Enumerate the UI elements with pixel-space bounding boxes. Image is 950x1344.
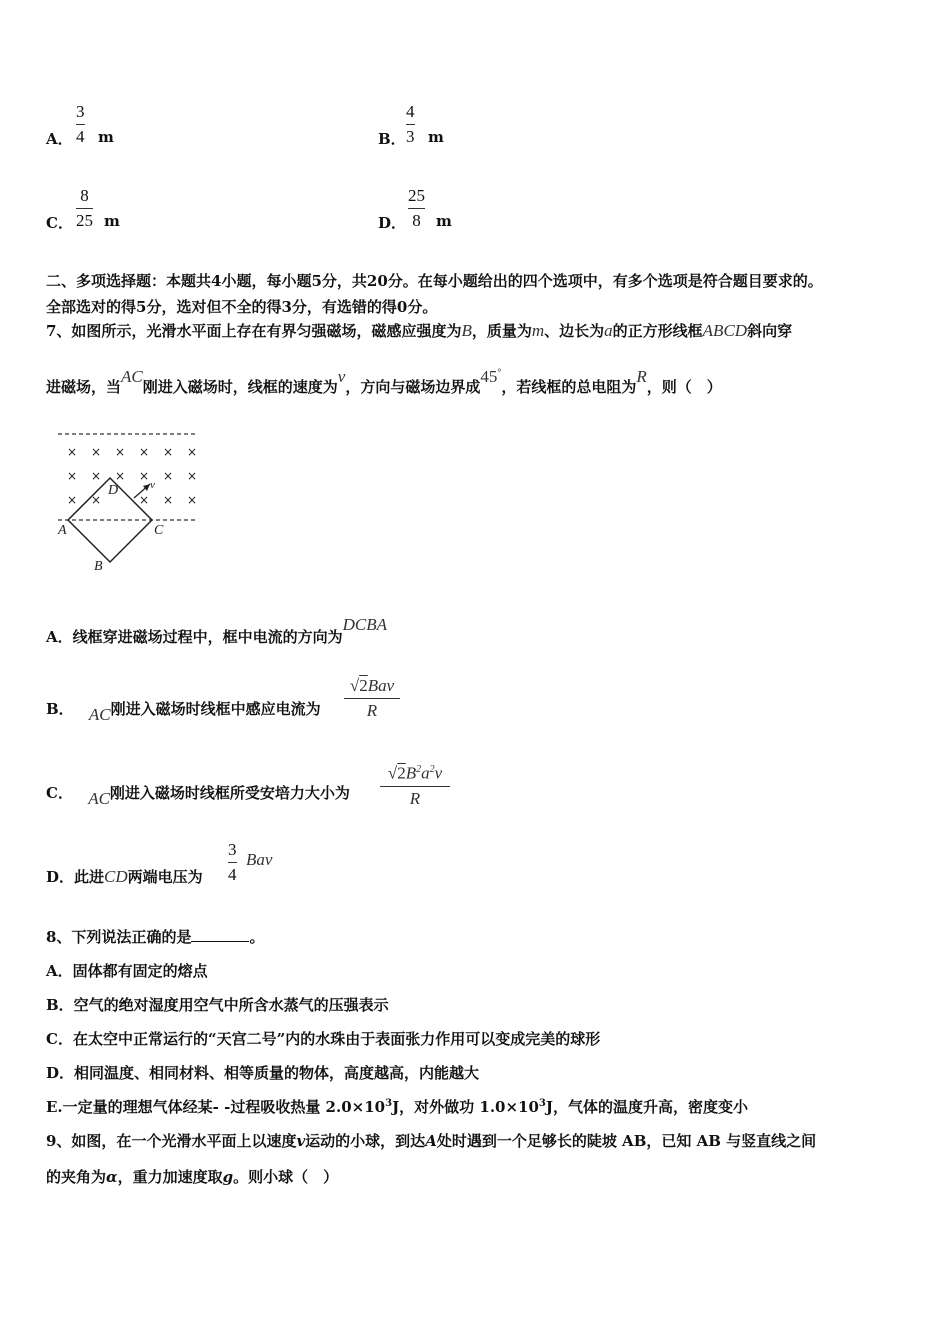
option-d-label: D． bbox=[378, 214, 407, 232]
option-text: 刚进入磁场时线框中感应电流为 bbox=[110, 700, 321, 718]
cross-mark: × bbox=[114, 445, 126, 459]
q7-text: ，若线框的总电阻为 bbox=[501, 378, 637, 396]
label-v: v bbox=[150, 479, 155, 491]
answer-blank bbox=[191, 927, 249, 942]
exponent: 3 bbox=[385, 1098, 393, 1109]
option-text: 线框穿进磁场过程中，框中电流的方向为 bbox=[72, 628, 343, 646]
q7-math-angle bbox=[480, 367, 501, 386]
option-label: D． bbox=[46, 868, 75, 886]
label-d: D bbox=[108, 483, 119, 498]
fraction-denominator: R bbox=[409, 788, 421, 808]
q7-text: 的正方形线框 bbox=[612, 322, 703, 340]
q9-math-a: A bbox=[425, 1132, 437, 1150]
option-text: E.一定量的理想气体经某- -过程吸收热量 2.0×10 bbox=[46, 1098, 386, 1116]
math-v: v bbox=[434, 763, 443, 783]
fraction-bar bbox=[76, 124, 85, 125]
q9-text: 9、如图，在一个光滑水平面上以速度 bbox=[46, 1132, 297, 1150]
fraction-numerator bbox=[344, 676, 400, 696]
cross-mark: × bbox=[114, 469, 126, 483]
q7-text: 进磁场，当 bbox=[46, 378, 122, 396]
q8-option-b: B．空气的绝对湿度用空气中所含水蒸气的压强表示 bbox=[46, 996, 389, 1014]
magnetic-field-figure bbox=[54, 428, 204, 576]
cross-mark: × bbox=[186, 469, 198, 483]
q7-stem-line-1 bbox=[46, 320, 792, 341]
q7-option-b bbox=[46, 698, 321, 724]
section-heading-line-2: 全部选对的得5分，选对但不全的得3分，有选错的得0分。 bbox=[46, 298, 438, 316]
q7-text: 斜向穿 bbox=[747, 322, 793, 340]
option-text: 刚进入磁场时线框所受安培力大小为 bbox=[109, 784, 350, 802]
q7-d-bav: Bav bbox=[246, 850, 273, 869]
label-b: B bbox=[94, 559, 103, 574]
exponent: 2 bbox=[416, 764, 422, 775]
field-crosses bbox=[67, 445, 197, 507]
q7-math-R: R bbox=[636, 367, 647, 386]
option-label: B． bbox=[46, 700, 74, 718]
q7-c-fraction bbox=[380, 760, 450, 809]
cross-mark: × bbox=[66, 493, 78, 507]
q7-text: ，则（ ） bbox=[646, 378, 722, 396]
cross-mark: × bbox=[138, 469, 150, 483]
sqrt-radicand: 2 bbox=[359, 676, 368, 695]
math-b: B bbox=[405, 763, 417, 783]
option-b-fraction bbox=[406, 102, 415, 147]
label-c: C bbox=[154, 523, 164, 538]
q7-text: ，方向与磁场边界成 bbox=[345, 378, 481, 396]
option-b-denominator: 3 bbox=[406, 127, 415, 146]
option-d-numerator: 25 bbox=[408, 186, 425, 205]
q7-text: ，质量为 bbox=[471, 322, 532, 340]
option-a-fraction bbox=[76, 102, 85, 147]
fraction-numerator bbox=[380, 760, 450, 784]
option-c-unit: m bbox=[104, 212, 120, 230]
q9-math-alpha: α bbox=[106, 1168, 118, 1186]
q7-option-a bbox=[46, 615, 388, 647]
cross-mark: × bbox=[186, 445, 198, 459]
cross-mark: × bbox=[138, 445, 150, 459]
q8-option-e bbox=[46, 1096, 748, 1117]
q9-stem-line-1 bbox=[46, 1130, 816, 1151]
cross-mark: × bbox=[186, 493, 198, 507]
q7-text: 7、如图所示，光滑水平面上存在有界匀强磁场，磁感应强度为 bbox=[46, 322, 462, 340]
degree-sign: ° bbox=[497, 367, 502, 379]
option-a-denominator: 4 bbox=[76, 127, 85, 146]
option-math-ac: AC bbox=[88, 705, 111, 724]
option-text: J，气体的温度升高，密度变小 bbox=[545, 1098, 748, 1116]
cross-mark: × bbox=[90, 493, 102, 507]
q8-option-c: C．在太空中正常运行的“天宫二号”内的水珠由于表面张力作用可以变成完美的球形 bbox=[46, 1030, 601, 1048]
option-c-denominator: 25 bbox=[76, 211, 93, 230]
fraction-bar bbox=[344, 698, 400, 699]
option-math-cd: CD bbox=[104, 867, 128, 886]
cross-mark: × bbox=[90, 469, 102, 483]
q9-text: 运动的小球，到达 bbox=[305, 1132, 426, 1150]
fraction-denominator: R bbox=[366, 701, 378, 720]
q8-stem bbox=[46, 926, 264, 947]
q7-math-B: B bbox=[461, 321, 472, 340]
fraction-bar bbox=[408, 208, 425, 209]
option-text: J，对外做功 1.0×10 bbox=[392, 1098, 539, 1116]
option-b-numerator: 4 bbox=[406, 102, 415, 121]
q7-text: 、边长为 bbox=[544, 322, 605, 340]
option-text: 此进 bbox=[74, 868, 105, 886]
q9-text: 的夹角为 bbox=[46, 1168, 107, 1186]
option-d-fraction bbox=[408, 186, 425, 231]
q9-stem-line-2 bbox=[46, 1166, 338, 1187]
cross-mark: × bbox=[66, 469, 78, 483]
q9-math-g: g bbox=[222, 1168, 234, 1186]
q7-text: 刚进入磁场时，线框的速度为 bbox=[142, 378, 338, 396]
q8-option-d: D．相同温度、相同材料、相等质量的物体，高度越高，内能越大 bbox=[46, 1064, 480, 1082]
sqrt-sign: √ bbox=[349, 676, 360, 695]
fraction-bar bbox=[76, 208, 93, 209]
q7-b-fraction bbox=[344, 676, 400, 721]
option-c-fraction bbox=[76, 186, 93, 231]
angle-value: 45 bbox=[480, 367, 498, 386]
option-a-unit: m bbox=[98, 128, 114, 146]
q7-stem-line-2 bbox=[46, 367, 722, 397]
q8-stem-text: 8、下列说法正确的是 bbox=[46, 928, 192, 946]
option-math-ac: AC bbox=[88, 789, 110, 808]
q9-text: 处时遇到一个足够长的陡坡 AB，已知 AB 与竖直线之间 bbox=[436, 1132, 817, 1150]
q7-math-AC: AC bbox=[121, 367, 143, 386]
math-a: a bbox=[421, 763, 430, 783]
q7-d-fraction bbox=[228, 840, 237, 885]
fraction-bar bbox=[228, 862, 237, 863]
fraction-bar bbox=[406, 124, 415, 125]
option-math-dcba: DCBA bbox=[342, 615, 388, 634]
cross-mark: × bbox=[162, 445, 174, 459]
sqrt-radicand: 2 bbox=[397, 763, 406, 783]
label-a: A bbox=[58, 523, 67, 538]
cross-mark: × bbox=[138, 493, 150, 507]
option-c-numerator: 8 bbox=[80, 186, 89, 205]
option-b-label: B． bbox=[378, 130, 406, 148]
q9-text: ，重力加速度取 bbox=[117, 1168, 223, 1186]
q7-math-m: m bbox=[531, 321, 545, 340]
option-a-label: A． bbox=[46, 130, 73, 148]
cross-mark: × bbox=[66, 445, 78, 459]
q9-text: 。则小球（ ） bbox=[233, 1168, 339, 1186]
q7-math-v: v bbox=[337, 367, 346, 386]
q9-math-v: v bbox=[296, 1132, 306, 1150]
option-label: C． bbox=[46, 784, 73, 802]
option-d-denominator: 8 bbox=[412, 211, 421, 230]
numerator-bav: Bav bbox=[367, 676, 395, 695]
cross-mark: × bbox=[90, 445, 102, 459]
section-heading-line-1: 二、多项选择题：本题共4小题，每小题5分，共20分。在每小题给出的四个选项中，有多个选项是符合题目要求的。 bbox=[46, 272, 823, 290]
fraction-denominator: 4 bbox=[228, 865, 237, 884]
exponent: 3 bbox=[538, 1098, 546, 1109]
q7-option-d bbox=[46, 866, 203, 887]
q7-math-ABCD: ABCD bbox=[702, 321, 748, 340]
cross-mark: × bbox=[162, 469, 174, 483]
exponent: 2 bbox=[429, 764, 435, 775]
q8-stem-end: 。 bbox=[249, 928, 265, 946]
q7-option-c bbox=[46, 782, 350, 808]
fraction-bar bbox=[380, 786, 450, 787]
q8-option-a: A．固体都有固定的熔点 bbox=[46, 962, 208, 980]
option-c-label: C． bbox=[46, 214, 73, 232]
fraction-numerator: 3 bbox=[228, 840, 237, 859]
q7-math-a: a bbox=[604, 321, 613, 340]
option-text: 两端电压为 bbox=[127, 868, 203, 886]
option-a-numerator: 3 bbox=[76, 102, 85, 121]
cross-mark: × bbox=[162, 493, 174, 507]
sqrt-sign: √ bbox=[387, 763, 398, 783]
option-b-unit: m bbox=[428, 128, 444, 146]
option-label: A． bbox=[46, 628, 73, 646]
option-d-unit: m bbox=[436, 212, 452, 230]
